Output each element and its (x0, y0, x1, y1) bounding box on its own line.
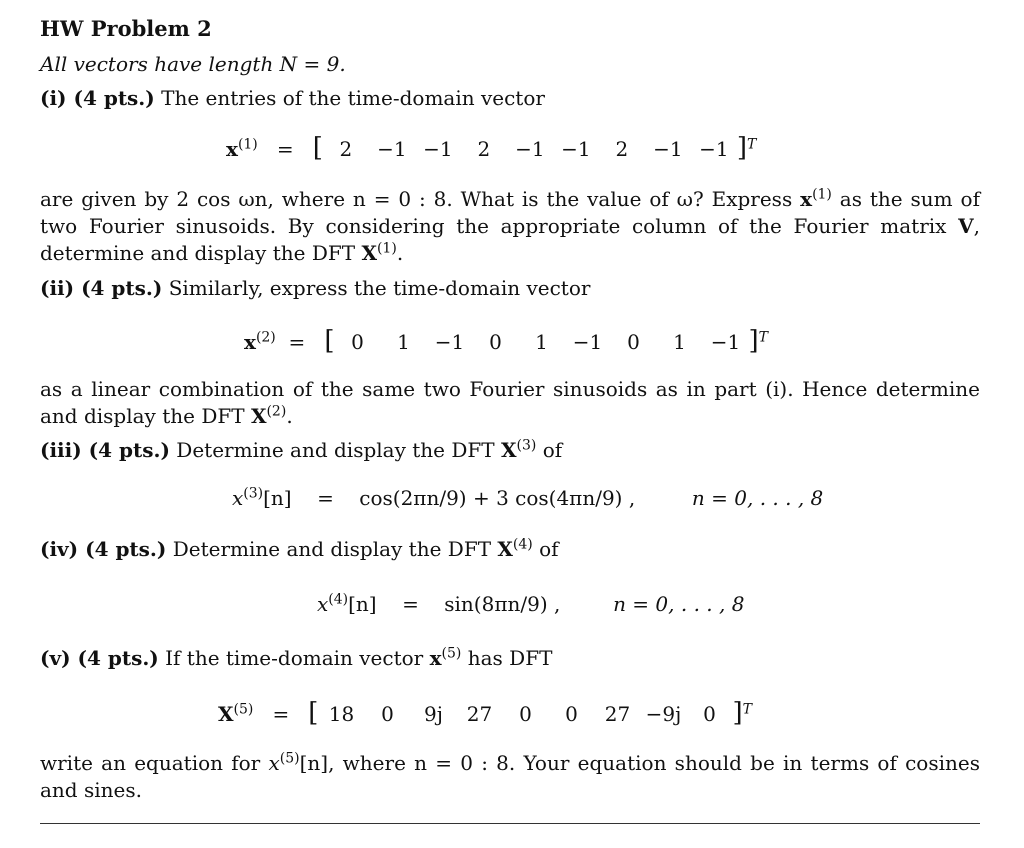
page-title: HW Problem 2 (40, 16, 212, 41)
part-i-X: X (361, 241, 377, 265)
vector-entry: 0 (351, 330, 364, 354)
bracket-close: ] (748, 326, 759, 356)
vector-entry: 0 (565, 702, 578, 726)
part-i-text-c: , determine and display the DFT (40, 214, 980, 265)
part-v-label: (v) (4 pts.) (40, 646, 159, 670)
problem-page (40, 0, 980, 848)
equation-x3 (232, 486, 823, 510)
vector-entry: −1 (653, 137, 683, 161)
part-ii-label: (ii) (4 pts.) (40, 276, 163, 300)
vector-entry: 0 (489, 330, 502, 354)
eq-x4-equals: = (402, 592, 419, 616)
vector-entry: 9j (423, 702, 443, 726)
part-iv-X-sup: (4) (512, 536, 533, 553)
part-v-text-a: write an equation for (40, 751, 269, 775)
vector-entry: 1 (535, 330, 548, 354)
part-iii-label: (iii) (4 pts.) (40, 438, 170, 462)
part-v-heading (40, 646, 552, 670)
vector-entry: 0 (703, 702, 716, 726)
part-i-x: x (800, 187, 813, 211)
eq-x1-lhs: x (226, 137, 238, 161)
vector-entry: −1 (572, 330, 603, 354)
eq-x4-range: n = 0, . . . , 8 (613, 592, 745, 616)
part-ii-X: X (250, 404, 267, 428)
part-v-lead-end: has DFT (461, 646, 553, 670)
part-i-X-sup: (1) (376, 240, 397, 257)
eq-x1-sup: (1) (237, 136, 258, 153)
part-i-x-sup: (1) (812, 186, 832, 203)
bracket-open: [ (324, 326, 335, 356)
equation-x4 (317, 592, 744, 616)
eq-x3-range: n = 0, . . . , 8 (691, 486, 824, 510)
part-iii-heading (40, 438, 562, 462)
eq-x2-lhs: x (244, 330, 256, 354)
eq-x3-lhs: x (232, 486, 244, 510)
eq-x4-rhs: sin(8πn/9) , (444, 592, 561, 616)
bottom-rule (40, 823, 980, 824)
part-i-end: . (396, 241, 404, 265)
vector-X5 (318, 702, 732, 726)
bracket-close: ] (732, 698, 743, 728)
part-i-V: V (958, 214, 974, 238)
eq-x4-lhs: x (317, 592, 329, 616)
part-i-label: (i) (4 pts.) (40, 86, 155, 110)
vector-entry: −1 (423, 137, 453, 161)
part-iv-lead-end: of (532, 537, 559, 561)
eq-x3-sup: (3) (243, 485, 264, 502)
part-ii-lead: Similarly, express the time-domain vector (168, 276, 591, 300)
eq-x3-arg: [n] (263, 486, 292, 510)
part-v-x-inline: x (268, 751, 280, 775)
eq-X5-equals: = (272, 702, 290, 726)
equation-x2 (244, 326, 768, 356)
part-iii-lead: Determine and display the DFT (176, 438, 501, 462)
vector-entry: 0 (381, 702, 394, 726)
eq-X5-lhs: X (218, 702, 234, 726)
vector-entry: 0 (519, 702, 532, 726)
vector-entry: 1 (397, 330, 410, 354)
vector-entry: 2 (339, 137, 353, 161)
part-v-x-sup: (5) (441, 645, 462, 662)
part-iii-X-sup: (3) (516, 437, 537, 454)
part-i-heading (40, 86, 545, 110)
transpose-mark: T (758, 329, 768, 346)
vector-entry: −1 (710, 330, 741, 354)
intro-text: All vectors have length N = 9. (40, 52, 346, 76)
part-i-paragraph (40, 186, 980, 267)
transpose-mark: T (742, 701, 752, 718)
vector-x1 (323, 137, 737, 161)
transpose-mark: T (747, 136, 757, 153)
eq-x3-equals: = (317, 486, 334, 510)
part-ii-text-a: as a linear combination of the same two Fourier sinusoids as in part (i). Hence determine and display the DFT (40, 377, 980, 428)
part-ii-end: . (286, 404, 293, 428)
equation-X5 (218, 698, 752, 728)
part-ii-X-sup: (2) (266, 403, 287, 420)
part-iii-X: X (500, 438, 517, 462)
vector-entry: 27 (604, 702, 631, 726)
part-iv-lead: Determine and display the DFT (172, 537, 498, 561)
vector-entry: −1 (434, 330, 465, 354)
vector-entry: −1 (515, 137, 545, 161)
part-iv-X: X (497, 537, 513, 561)
part-v-x-inline-sup: (5) (279, 750, 300, 767)
part-i-text-b: as the sum of two Fourier sinusoids. By considering the appropriate column of the Fourier matrix (40, 187, 980, 238)
vector-entry: 18 (328, 702, 355, 726)
vector-entry: −9j (645, 702, 682, 726)
eq-x4-sup: (4) (328, 591, 349, 608)
vector-entry: −1 (561, 137, 591, 161)
vector-entry: 1 (673, 330, 686, 354)
vector-entry: 2 (477, 137, 491, 161)
vector-entry: 2 (615, 137, 629, 161)
eq-x4-arg: [n] (348, 592, 377, 616)
bracket-open: [ (308, 698, 319, 728)
bracket-open: [ (312, 133, 323, 163)
part-i-text-a: are given by 2 cos ωn, where n = 0 : 8. What is the value of ω? Express (40, 187, 801, 211)
part-v-paragraph (40, 750, 980, 804)
equation-x1 (226, 133, 756, 163)
part-iii-lead-end: of (536, 438, 563, 462)
vector-entry: −1 (699, 137, 729, 161)
vector-entry: 27 (466, 702, 493, 726)
part-iv-label: (iv) (4 pts.) (40, 537, 167, 561)
vector-entry: −1 (377, 137, 407, 161)
part-iv-heading (40, 537, 559, 561)
part-v-x: x (429, 646, 442, 670)
bracket-close: ] (736, 133, 748, 163)
eq-x3-rhs: cos(2πn/9) + 3 cos(4πn/9) , (359, 486, 636, 510)
part-ii-paragraph (40, 376, 980, 430)
part-v-lead: If the time-domain vector (165, 646, 430, 670)
vector-entry: 0 (627, 330, 640, 354)
part-v-text-b: [n], where n = 0 : 8. Your equation should be in terms of cosines and sines. (40, 751, 980, 802)
eq-x2-sup: (2) (255, 329, 276, 346)
eq-x1-equals: = (276, 137, 294, 161)
eq-X5-sup: (5) (233, 701, 254, 718)
part-ii-heading (40, 276, 590, 300)
eq-x2-equals: = (288, 330, 306, 354)
vector-x2 (335, 330, 749, 354)
part-i-lead: The entries of the time-domain vector (161, 86, 545, 110)
